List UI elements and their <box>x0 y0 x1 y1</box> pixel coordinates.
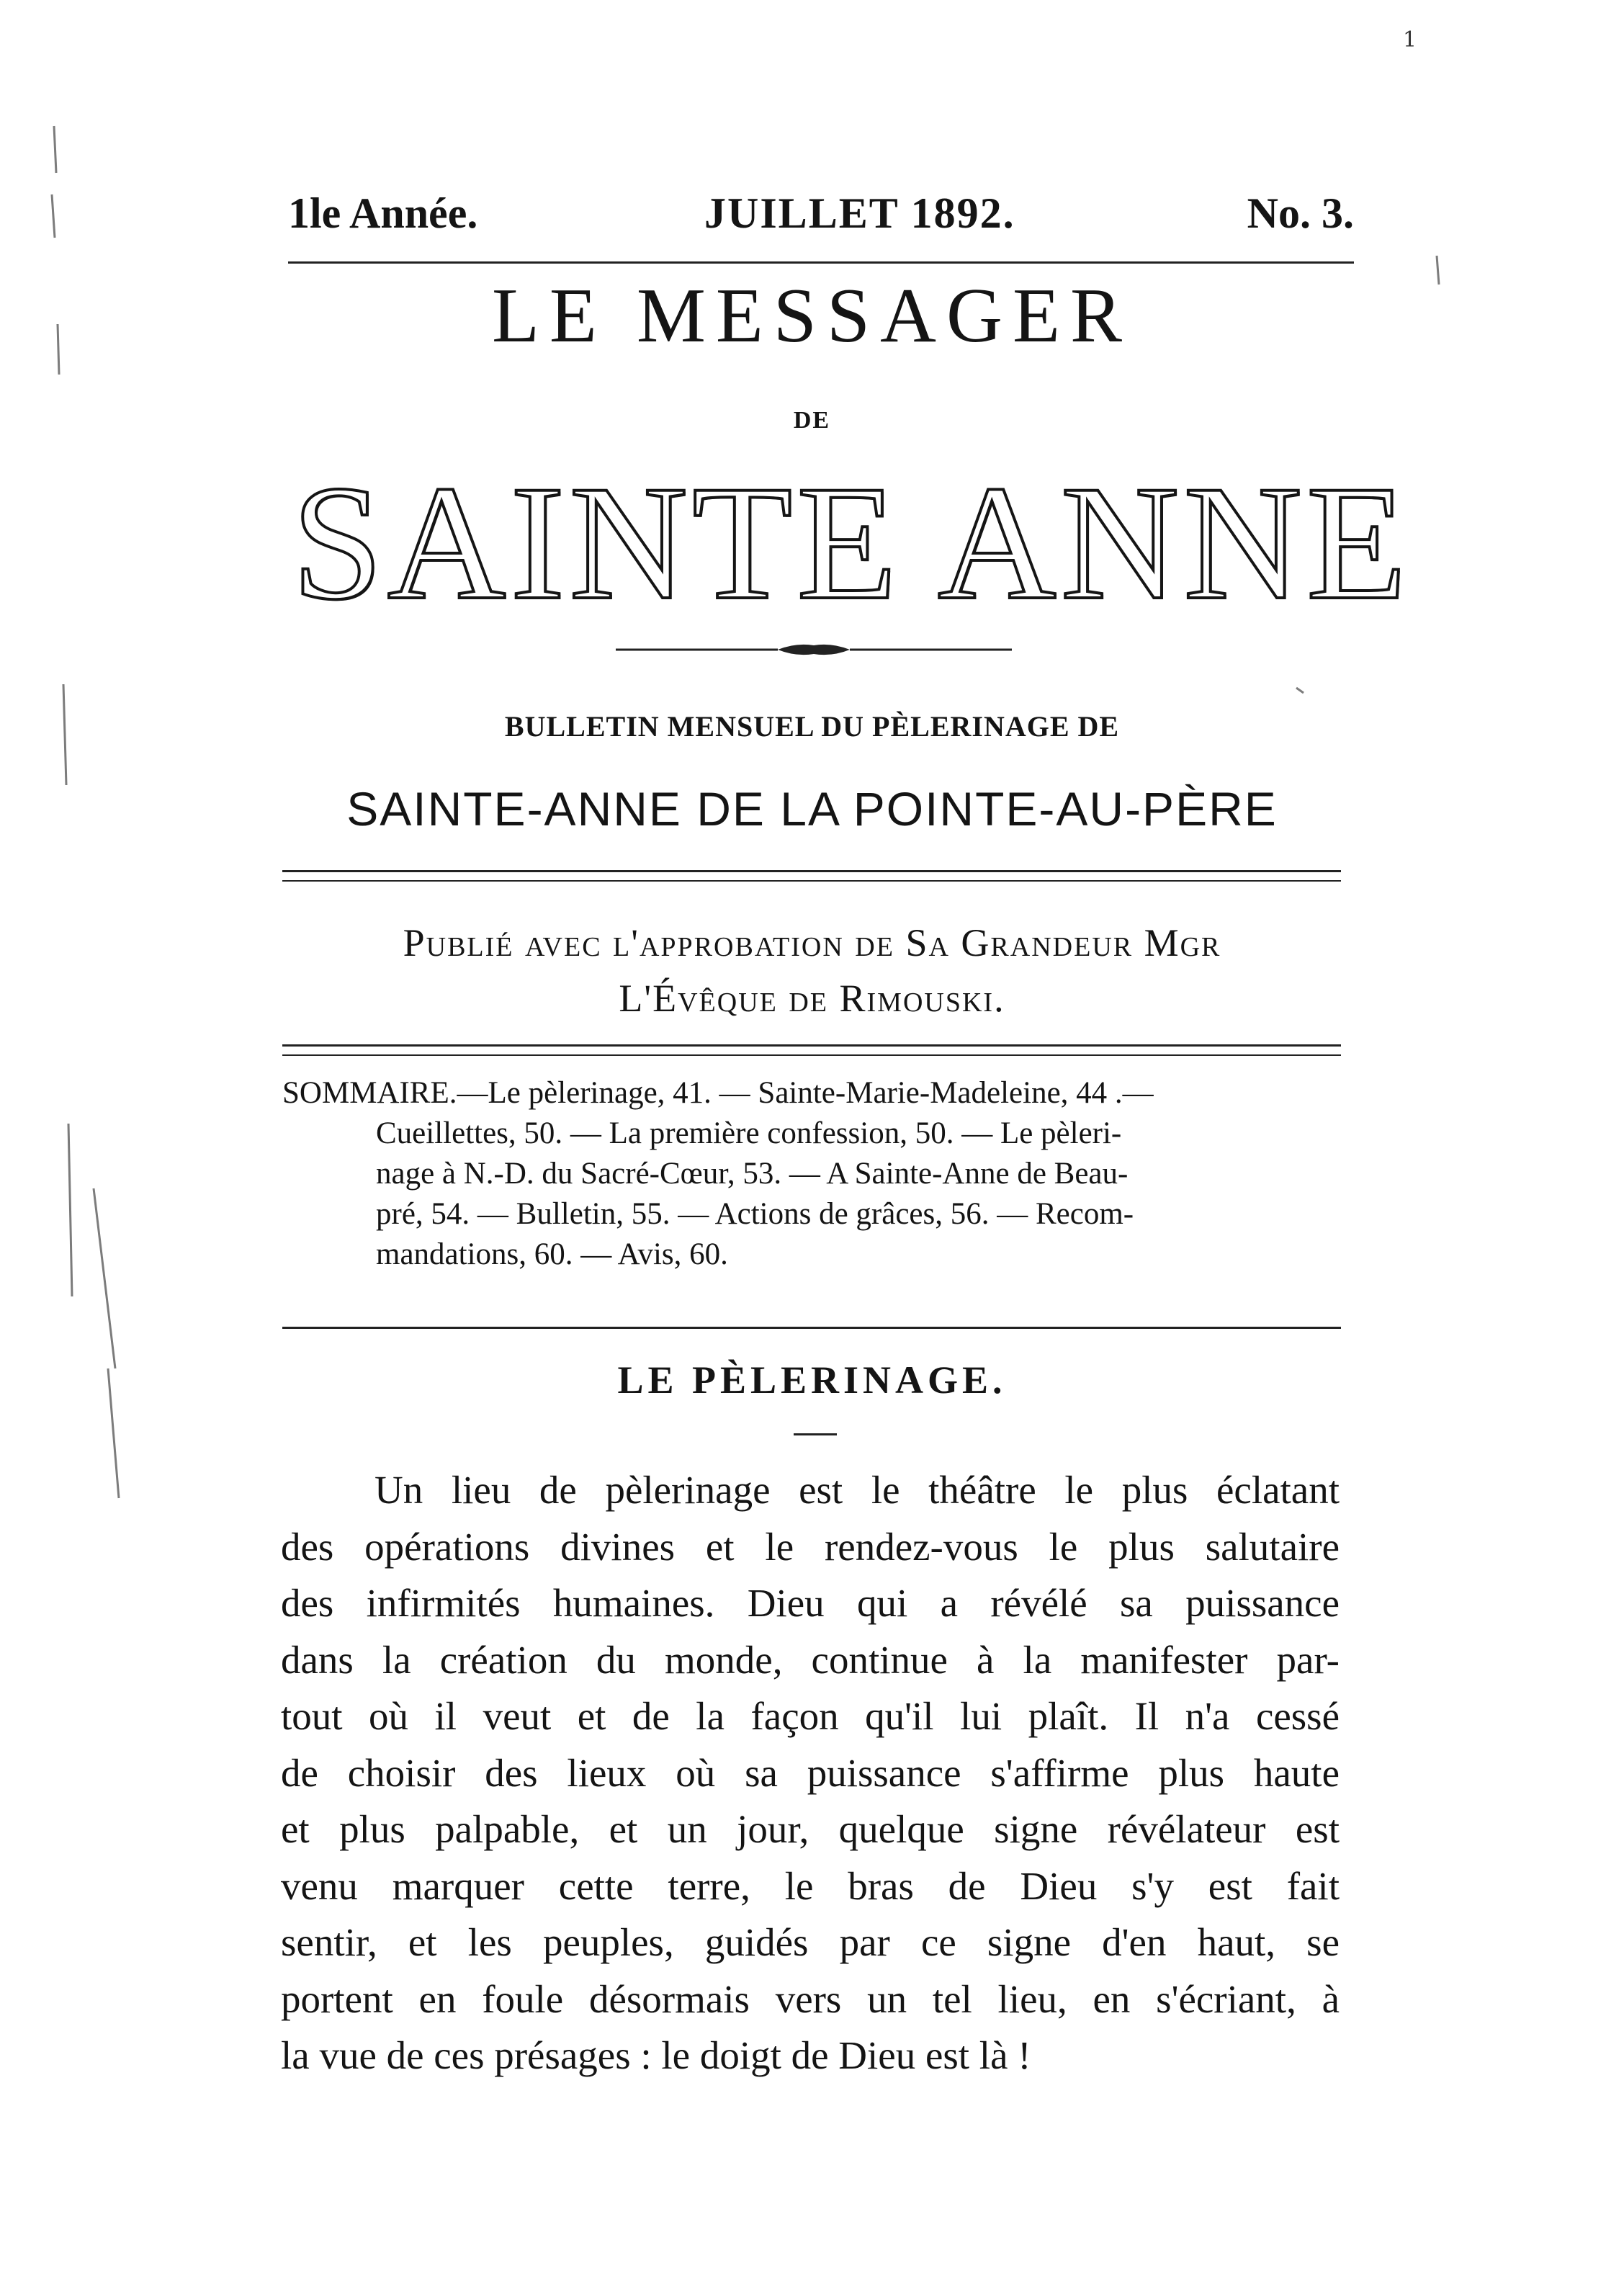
issue-year: 1le Année. <box>288 189 478 237</box>
double-rule-top <box>282 870 1341 872</box>
double-rule-bottom <box>282 880 1341 882</box>
masthead-title-main: SAINTE ANNE <box>292 452 1412 634</box>
toc-line: Cueillettes, 50. — La première confession, 50. — Le pèleri- <box>376 1116 1122 1150</box>
issue-header <box>288 189 1354 246</box>
bulletin-subtitle: BULLETIN MENSUEL DU PÈLERINAGE DE <box>504 710 1120 743</box>
body-line: venu marquer cette terre, le bras de Dieu s'y est fait <box>281 1863 1340 1908</box>
article-title: LE PÈLERINAGE. <box>617 1358 1007 1402</box>
body-line: et plus palpable, et un jour, quelque signe révélateur est <box>281 1807 1340 1851</box>
toc-line: mandations, 60. — Avis, 60. <box>376 1237 728 1271</box>
sommaire-rule-bottom <box>282 1327 1341 1329</box>
sommaire-rule-top-2 <box>282 1054 1341 1056</box>
toc-line: nage à N.-D. du Sacré-Cœur, 53. — A Sainte-Anne de Beau- <box>376 1157 1129 1191</box>
body-line: sentir, et les peuples, guidés par ce signe d'en haut, se <box>281 1920 1340 1964</box>
body-line: Un lieu de pèlerinage est le théâtre le plus éclatant <box>374 1468 1340 1512</box>
masthead-de: DE <box>793 407 831 434</box>
approval-line-2: L'Évêque de Rimouski. <box>619 977 1005 1020</box>
ornament-divider <box>616 641 1012 658</box>
toc-line: pré, 54. — Bulletin, 55. — Actions de grâces, 56. — Recom- <box>376 1197 1134 1231</box>
table-of-contents <box>282 1073 1341 1275</box>
body-line: des opérations divines et le rendez-vous le plus salutaire <box>281 1524 1340 1569</box>
toc-line: SOMMAIRE.—Le pèlerinage, 41. — Sainte-Marie-Madeleine, 44 .— <box>282 1076 1154 1110</box>
title-underline <box>794 1433 837 1435</box>
body-line: portent en foule désormais vers un tel lieu, en s'écriant, à <box>281 1976 1340 2021</box>
header-divider <box>288 261 1354 264</box>
article-body <box>281 1462 1340 2084</box>
body-line: de choisir des lieux où sa puissance s'affirme plus haute <box>281 1750 1340 1795</box>
page-number: 1 <box>1403 27 1417 53</box>
approval-line-1: Publié avec l'approbation de Sa Grandeur Mgr <box>403 921 1221 964</box>
body-line: dans la création du monde, continue à la manifester par- <box>281 1637 1340 1682</box>
issue-number: No. 3. <box>1247 189 1354 237</box>
pilgrimage-place: SAINTE-ANNE DE LA POINTE-AU-PÈRE <box>346 782 1278 835</box>
body-line: tout où il veut et de la façon qu'il lui plaît. Il n'a cessé <box>281 1694 1340 1738</box>
sommaire-rule-top <box>282 1044 1341 1047</box>
body-line: des infirmités humaines. Dieu qui a révélé sa puissance <box>281 1581 1340 1625</box>
masthead-title-top: LE MESSAGER <box>491 273 1133 359</box>
issue-date: JUILLET 1892. <box>704 189 1015 237</box>
body-line: la vue de ces présages : le doigt de Dieu est là ! <box>281 2033 1031 2077</box>
